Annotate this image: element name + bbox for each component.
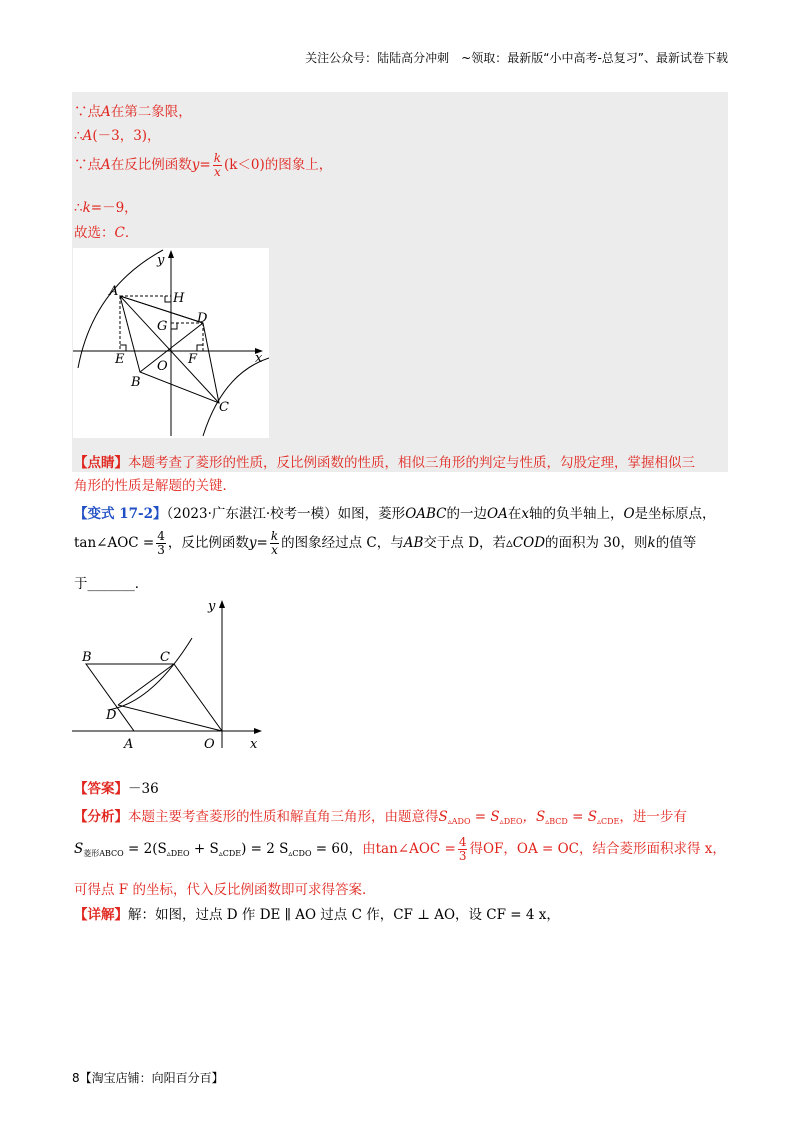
analysis-line-1: 【分析】本题主要考查菱形的性质和解直角三角形，由题意得$S_{▵ADO} = S_{▵DEO}$，$S_{▵BCD} = S_{▵CDE}$，进一步有	[74, 809, 687, 826]
detail-line: 【详解】解：如图，过点 D 作 DE ∥ AO 过点 C 作，CF ⊥ AO，设 CF = 4 x，	[74, 907, 560, 923]
label-A: A	[124, 737, 134, 752]
fraction-k-over-x-2: $\frac{k}{x}$	[270, 529, 279, 557]
label-O: O	[157, 359, 168, 374]
label-x: x	[255, 351, 263, 366]
label-A: A	[109, 284, 119, 299]
analysis-line-2: $S_{菱形ABCO} = 2(S_{▵DEO} + S_{▵CDE}) = 2$ $S_{▵CDO} = 60$，由tan∠AOC = $\frac{4}{3}$ 得OF，OA = OC，结合菱形面积求得 x，	[74, 835, 726, 863]
label-O: O	[204, 737, 215, 752]
fraction-k-over-x: $\frac{k}{x}$	[213, 151, 221, 179]
solution-line-2: ∴A(－3，3)，	[74, 128, 161, 144]
label-D: D	[106, 708, 117, 723]
label-y: y	[157, 253, 165, 268]
label-C: C	[160, 650, 170, 665]
label-B: B	[131, 375, 141, 390]
label-H: H	[173, 291, 185, 306]
answer-line: 【答案】－36	[74, 781, 159, 797]
comment-line-1: 【点睛】本题考查了菱形的性质，反比例函数的性质，相似三角形的判定与性质，勾股定理，掌握相似三	[74, 455, 695, 471]
rhombus-figure-1	[73, 248, 269, 438]
label-F: F	[188, 352, 198, 367]
analysis-line-3: 可得点 F 的坐标，代入反比例函数即可求得答案．	[74, 882, 376, 898]
label-E: E	[115, 352, 125, 367]
label-B: B	[82, 650, 92, 665]
solution-line-3: ∵点A在反比例函数y= $\frac{k}{x}$ (k＜0)的图象上，	[74, 151, 333, 179]
label-y: y	[208, 599, 216, 614]
page-header: 关注公众号：陆陆高分冲刺 ~领取：最新版“小中高考-总复习”、最新试卷下载	[305, 51, 728, 65]
solution-line-5: 故选：C．	[74, 225, 139, 241]
rhombus-figure-2	[72, 598, 272, 754]
variant-line-1: 【变式 17-2】（2023·广东湛江·校考一模）如图，菱形OABC的一边OA在x轴的负半轴上，O是坐标原点，	[74, 506, 716, 522]
label-D: D	[197, 311, 208, 326]
comment-line-2: 角形的性质是解题的关键．	[74, 478, 236, 494]
label-C: C	[219, 400, 229, 415]
label-x: x	[250, 737, 258, 752]
label-G: G	[157, 319, 168, 334]
fraction-4-over-3-analysis: $\frac{4}{3}$	[458, 835, 467, 863]
variant-line-3: 于_______．	[74, 576, 149, 592]
variant-line-2: tan∠AOC = $\frac{4}{3}$ ，反比例函数y= $\frac{k}{x}$ 的图象经过点 C，与AB交于点 D，若▵COD的面积为 30，则k的值等	[74, 529, 697, 557]
solution-line-4: ∴k=－9，	[74, 200, 138, 216]
solution-line-1: ∵点A在第二象限，	[74, 104, 192, 120]
page-footer: 8【淘宝店铺：向阳百分百】	[72, 1071, 224, 1085]
fraction-4-over-3: $\frac{4}{3}$	[157, 529, 165, 557]
